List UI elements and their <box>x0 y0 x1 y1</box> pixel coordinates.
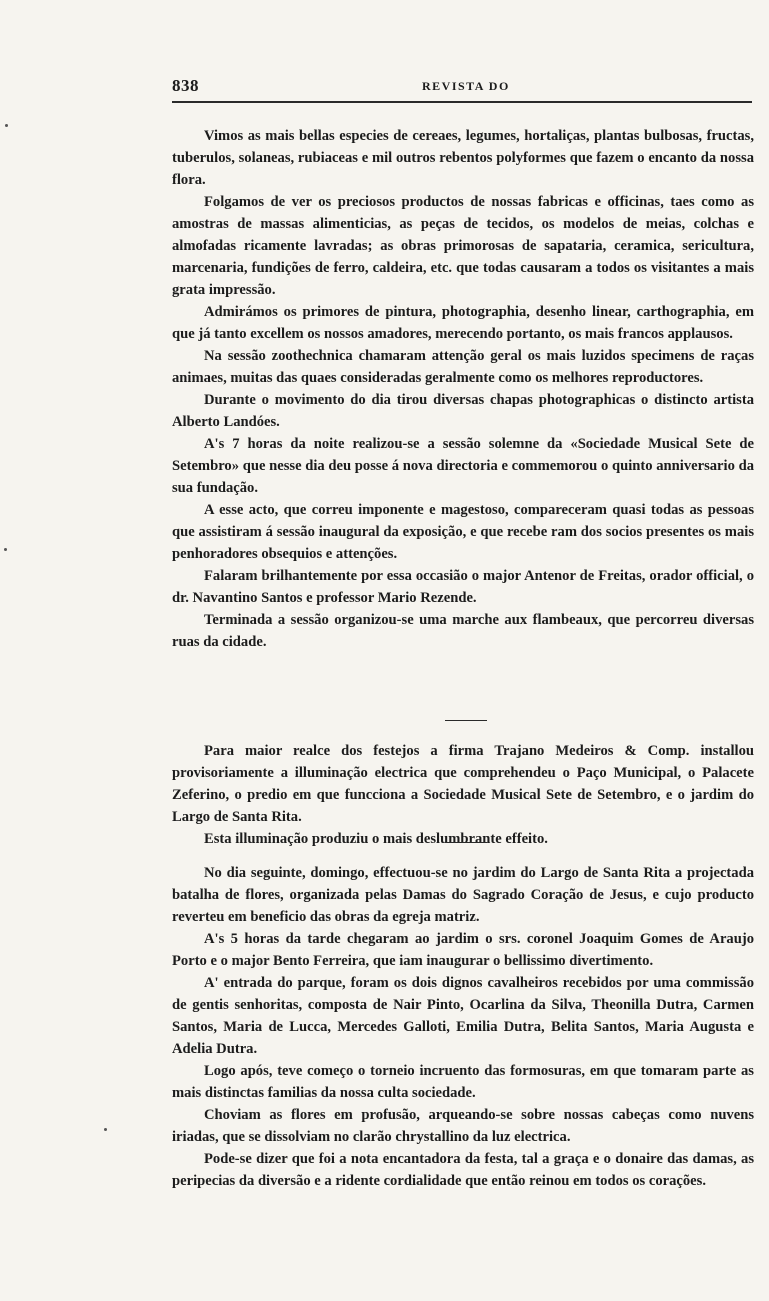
paragraph: Logo após, teve começo o torneio incruento das formosuras, em que tomaram parte as mais distinctas familias da nossa culta sociedade. <box>172 1063 754 1101</box>
section-separator <box>445 720 487 721</box>
paragraph: Vimos as mais bellas especies de cereaes, legumes, hortaliças, plantas bulbosas, fructas, tuberulos, solaneas, rubiaceas e mil outros rebentos polyformes que fazem o encanto da nossa flora. <box>172 128 754 188</box>
paragraph: A's 5 horas da tarde chegaram ao jardim o srs. coronel Joaquim Gomes de Araujo Porto e o major Bento Ferreira, que iam inaugurar o bellissimo divertimento. <box>172 931 754 969</box>
paragraph: Terminada a sessão organizou-se uma marche aux flambeaux, que percorreu diversas ruas da cidade. <box>172 612 754 650</box>
section-flower-battle <box>172 862 754 1192</box>
paragraph: A' entrada do parque, foram os dois dignos cavalheiros recebidos por uma commissão de gentis senhoritas, composta de Nair Pinto, Ocarlina da Silva, Theonilla Dutra, Carmen Santos, Maria de Lucca, Mercedes Galloti, Emilia Dutra, Belita Santos, Maria Augusta e Adelia Dutra. <box>172 975 754 1057</box>
paragraph: Admirámos os primores de pintura, photographia, desenho linear, carthographia, em que já tanto excellem os nossos amadores, merecendo portanto, os mais francos applausos. <box>172 304 754 342</box>
page-number: 838 <box>172 76 199 95</box>
paragraph: Choviam as flores em profusão, arqueando-se sobre nossas cabeças como nuvens iriadas, que se dissolviam no clarão chrystallino da luz electrica. <box>172 1107 754 1145</box>
header-rule <box>172 101 752 103</box>
paragraph: No dia seguinte, domingo, effectuou-se no jardim do Largo de Santa Rita a projectada batalha de flores, organizada pelas Damas do Sagrado Coração de Jesus, e cujo producto reverteu em beneficio das obras da egreja matriz. <box>172 865 754 925</box>
paragraph: Pode-se dizer que foi a nota encantadora da festa, tal a graça e o donaire das damas, as peripecias da diversão e a ridente cordialidade que então reinou em todos os corações. <box>172 1151 754 1189</box>
paragraph: A's 7 horas da noite realizou-se a sessão solemne da «Sociedade Musical Sete de Setembro» que nesse dia deu posse á nova directoria e commemorou o quinto anniversario da sua fundação. <box>172 436 754 496</box>
paper-speck <box>104 1128 107 1131</box>
paragraph: Folgamos de ver os preciosos productos de nossas fabricas e officinas, taes como as amostras de massas alimenticias, as peças de tecidos, os modelos de meias, colchas e almofadas ricamente lavradas; as obras primorosas de sapataria, ceramica, sericultura, marcenaria, fundições de ferro, caldeira, etc. que todas causaram a todos os visitantes a mais grata impressão. <box>172 194 754 298</box>
paper-speck <box>4 548 7 551</box>
paragraph: Durante o movimento do dia tirou diversas chapas photographicas o distincto artista Alberto Landóes. <box>172 392 754 430</box>
paragraph: Para maior realce dos festejos a firma Trajano Medeiros & Comp. installou provisoriamente a illuminação electrica que comprehendeu o Paço Municipal, o Palacete Zeferino, o predio em que funcciona a Sociedade Musical Sete de Setembro, e o jardim do Largo de Santa Rita. <box>172 743 754 825</box>
paragraph: A esse acto, que correu imponente e magestoso, compareceram quasi todas as pessoas que assistiram á sessão inaugural da exposição, e que recebe ram dos socios presentes os mais penhoradores obsequios e attenções. <box>172 502 754 562</box>
section-separator <box>445 842 487 843</box>
paragraph: Falaram brilhantemente por essa occasião o major Antenor de Freitas, orador official, o dr. Navantino Santos e professor Mario Rezende. <box>172 568 754 606</box>
page-header <box>172 76 752 98</box>
running-title: REVISTA DO <box>422 79 510 93</box>
paper-speck <box>5 124 8 127</box>
section-illumination <box>172 740 754 850</box>
paragraph: Esta illuminação produziu o mais deslumbrante effeito. <box>204 831 548 847</box>
section-exposition <box>172 125 754 653</box>
paragraph: Na sessão zoothechnica chamaram attenção geral os mais luzidos specimens de raças animaes, muitas das quaes consideradas geralmente como os melhores reproductores. <box>172 348 754 386</box>
